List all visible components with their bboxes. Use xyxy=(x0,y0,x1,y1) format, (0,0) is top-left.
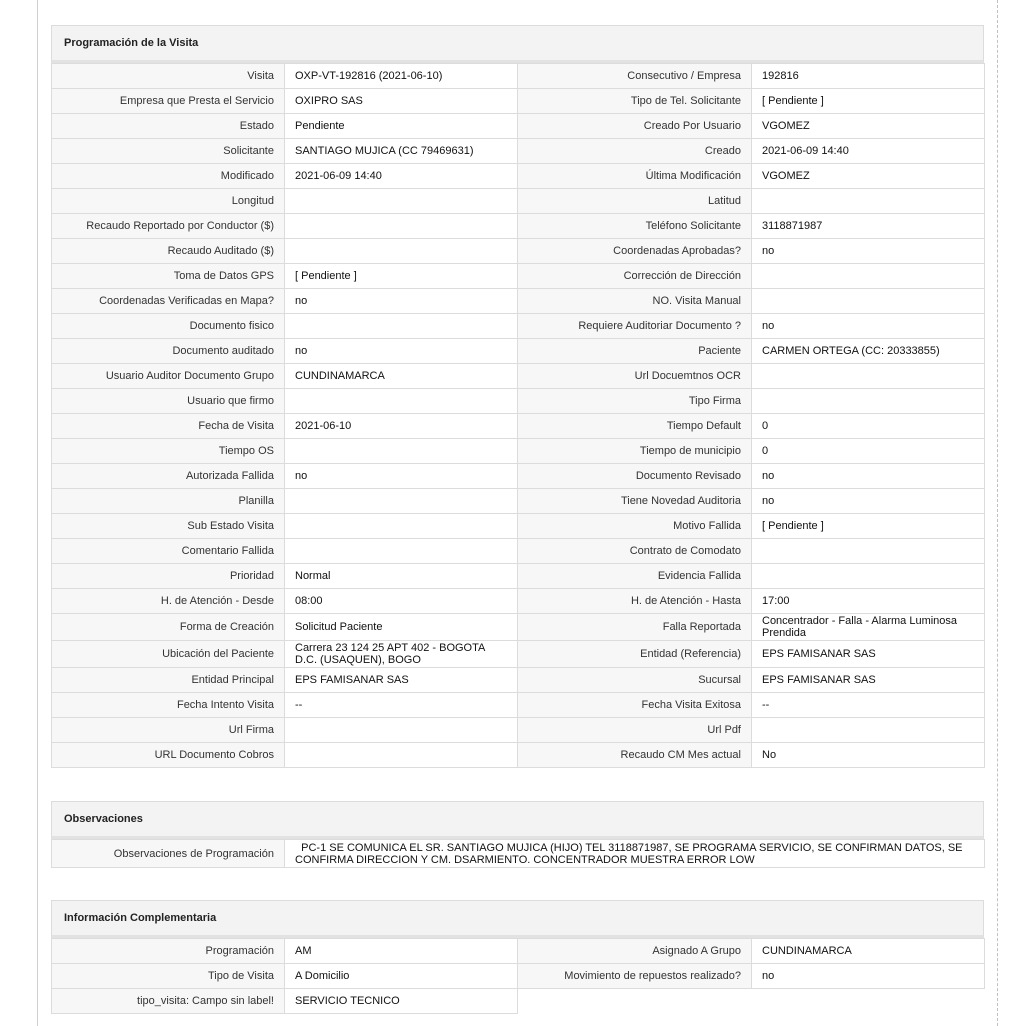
field-value: 2021-06-09 14:40 xyxy=(285,164,518,189)
field-label: Planilla xyxy=(52,489,285,514)
field-label: Tipo Firma xyxy=(518,389,752,414)
field-label: Teléfono Solicitante xyxy=(518,214,752,239)
field-label: Recaudo Reportado por Conductor ($) xyxy=(52,214,285,239)
observaciones-panel xyxy=(51,801,984,868)
table-row xyxy=(52,439,985,464)
table-row xyxy=(52,964,985,989)
table-row xyxy=(52,264,985,289)
complementaria-title: Información Complementaria xyxy=(51,900,984,938)
field-label: tipo_visita: Campo sin label! xyxy=(52,989,285,1014)
field-value: Normal xyxy=(285,564,518,589)
table-row xyxy=(52,589,985,614)
table-row xyxy=(52,114,985,139)
field-label: Falla Reportada xyxy=(518,614,752,641)
field-label: Motivo Fallida xyxy=(518,514,752,539)
field-label: Entidad Principal xyxy=(52,668,285,693)
field-label: Tipo de Visita xyxy=(52,964,285,989)
field-value: 0 xyxy=(752,414,985,439)
field-label: Tiene Novedad Auditoria xyxy=(518,489,752,514)
field-label: NO. Visita Manual xyxy=(518,289,752,314)
field-label: Documento auditado xyxy=(52,339,285,364)
field-value xyxy=(285,489,518,514)
field-label: Url Pdf xyxy=(518,718,752,743)
field-label: Consecutivo / Empresa xyxy=(518,64,752,89)
field-label: Url Firma xyxy=(52,718,285,743)
programacion-title: Programación de la Visita xyxy=(51,25,984,63)
field-label: Solicitante xyxy=(52,139,285,164)
field-label: Corrección de Dirección xyxy=(518,264,752,289)
field-value: -- xyxy=(752,693,985,718)
field-value: Pendiente xyxy=(285,114,518,139)
field-label: Tiempo de municipio xyxy=(518,439,752,464)
field-value xyxy=(752,289,985,314)
table-row xyxy=(52,239,985,264)
field-label: Longitud xyxy=(52,189,285,214)
field-label: Autorizada Fallida xyxy=(52,464,285,489)
field-label: Creado Por Usuario xyxy=(518,114,752,139)
field-value xyxy=(285,743,518,768)
field-label: Ubicación del Paciente xyxy=(52,641,285,668)
field-value: no xyxy=(285,464,518,489)
field-value xyxy=(285,314,518,339)
field-value: Solicitud Paciente xyxy=(285,614,518,641)
field-value xyxy=(752,389,985,414)
field-label: Documento fisico xyxy=(52,314,285,339)
field-value: 2021-06-10 xyxy=(285,414,518,439)
table-row xyxy=(52,743,985,768)
field-label: URL Documento Cobros xyxy=(52,743,285,768)
table-row xyxy=(52,339,985,364)
table-row xyxy=(52,414,985,439)
field-label: H. de Atención - Desde xyxy=(52,589,285,614)
field-value xyxy=(752,189,985,214)
field-value: 3118871987 xyxy=(752,214,985,239)
field-value xyxy=(752,539,985,564)
field-value xyxy=(752,264,985,289)
field-label: Creado xyxy=(518,139,752,164)
field-label: Url Docuemtnos OCR xyxy=(518,364,752,389)
field-label: Paciente xyxy=(518,339,752,364)
field-label: Fecha Visita Exitosa xyxy=(518,693,752,718)
table-row xyxy=(52,364,985,389)
field-value: 0 xyxy=(752,439,985,464)
field-value xyxy=(752,364,985,389)
complementaria-panel xyxy=(51,900,984,1014)
field-label: Prioridad xyxy=(52,564,285,589)
field-label: Usuario que firmo xyxy=(52,389,285,414)
field-value xyxy=(285,389,518,414)
table-row xyxy=(52,564,985,589)
field-value: OXP-VT-192816 (2021-06-10) xyxy=(285,64,518,89)
field-label: Requiere Auditoriar Documento ? xyxy=(518,314,752,339)
field-value: EPS FAMISANAR SAS xyxy=(752,641,985,668)
field-value: SERVICIO TECNICO xyxy=(285,989,518,1014)
field-label: Tiempo OS xyxy=(52,439,285,464)
table-row xyxy=(52,614,985,641)
table-row xyxy=(52,164,985,189)
field-value xyxy=(285,514,518,539)
field-label: Sucursal xyxy=(518,668,752,693)
table-row xyxy=(52,489,985,514)
table-row xyxy=(52,189,985,214)
field-value: [ Pendiente ] xyxy=(752,514,985,539)
field-value: OXIPRO SAS xyxy=(285,89,518,114)
empty-cell xyxy=(518,989,985,1014)
field-value: CUNDINAMARCA xyxy=(752,939,985,964)
page-left-border xyxy=(37,0,38,1026)
field-value: no xyxy=(752,464,985,489)
field-value: no xyxy=(752,964,985,989)
table-row xyxy=(52,840,985,868)
field-value: CARMEN ORTEGA (CC: 20333855) xyxy=(752,339,985,364)
field-value: [ Pendiente ] xyxy=(285,264,518,289)
field-value: VGOMEZ xyxy=(752,114,985,139)
table-row xyxy=(52,668,985,693)
field-value: no xyxy=(752,489,985,514)
field-value: A Domicilio xyxy=(285,964,518,989)
field-label: Forma de Creación xyxy=(52,614,285,641)
table-row xyxy=(52,539,985,564)
field-label: Estado xyxy=(52,114,285,139)
field-value: no xyxy=(285,339,518,364)
field-value xyxy=(285,189,518,214)
field-label: Coordenadas Aprobadas? xyxy=(518,239,752,264)
field-value: -- xyxy=(285,693,518,718)
field-value: 08:00 xyxy=(285,589,518,614)
field-label: Programación xyxy=(52,939,285,964)
field-label: Tiempo Default xyxy=(518,414,752,439)
field-label: Tipo de Tel. Solicitante xyxy=(518,89,752,114)
page-right-dashed-border xyxy=(997,0,998,1026)
field-label: Recaudo CM Mes actual xyxy=(518,743,752,768)
field-value xyxy=(285,214,518,239)
table-row xyxy=(52,389,985,414)
field-value xyxy=(285,539,518,564)
table-row xyxy=(52,464,985,489)
field-label: Comentario Fallida xyxy=(52,539,285,564)
table-row xyxy=(52,139,985,164)
field-label: Evidencia Fallida xyxy=(518,564,752,589)
table-row xyxy=(52,641,985,668)
observaciones-table xyxy=(51,839,985,868)
field-label: Contrato de Comodato xyxy=(518,539,752,564)
observaciones-value: PC-1 SE COMUNICA EL SR. SANTIAGO MUJICA (HIJO) TEL 3118871987, SE PROGRAMA SERVICIO, SE CONFIRMAN DATOS, SE CONFIRMA DIRECCION Y CM. DSARMIENTO. CONCENTRADOR MUESTRA ERROR LOW xyxy=(285,840,985,868)
field-value: no xyxy=(752,239,985,264)
field-value: AM xyxy=(285,939,518,964)
field-value xyxy=(752,564,985,589)
complementaria-table xyxy=(51,938,985,1014)
field-value: no xyxy=(752,314,985,339)
field-value: 2021-06-09 14:40 xyxy=(752,139,985,164)
table-row xyxy=(52,289,985,314)
field-value: EPS FAMISANAR SAS xyxy=(285,668,518,693)
field-label: H. de Atención - Hasta xyxy=(518,589,752,614)
field-value: Concentrador - Falla - Alarma Luminosa Prendida xyxy=(752,614,985,641)
field-label: Documento Revisado xyxy=(518,464,752,489)
field-value: No xyxy=(752,743,985,768)
field-value: [ Pendiente ] xyxy=(752,89,985,114)
table-row xyxy=(52,693,985,718)
field-value: SANTIAGO MUJICA (CC 79469631) xyxy=(285,139,518,164)
table-row xyxy=(52,514,985,539)
observaciones-title: Observaciones xyxy=(51,801,984,839)
table-row xyxy=(52,89,985,114)
field-label: Última Modificación xyxy=(518,164,752,189)
field-label: Empresa que Presta el Servicio xyxy=(52,89,285,114)
field-label: Entidad (Referencia) xyxy=(518,641,752,668)
observaciones-label: Observaciones de Programación xyxy=(52,840,285,868)
field-label: Recaudo Auditado ($) xyxy=(52,239,285,264)
field-label: Modificado xyxy=(52,164,285,189)
table-row xyxy=(52,64,985,89)
field-label: Toma de Datos GPS xyxy=(52,264,285,289)
field-label: Fecha de Visita xyxy=(52,414,285,439)
field-value xyxy=(285,718,518,743)
field-label: Usuario Auditor Documento Grupo xyxy=(52,364,285,389)
field-label: Sub Estado Visita xyxy=(52,514,285,539)
field-label: Movimiento de repuestos realizado? xyxy=(518,964,752,989)
programacion-panel xyxy=(51,25,984,768)
field-label: Fecha Intento Visita xyxy=(52,693,285,718)
field-value: no xyxy=(285,289,518,314)
field-value: EPS FAMISANAR SAS xyxy=(752,668,985,693)
field-value xyxy=(285,439,518,464)
field-value xyxy=(752,718,985,743)
field-value: 192816 xyxy=(752,64,985,89)
table-row xyxy=(52,314,985,339)
field-label: Coordenadas Verificadas en Mapa? xyxy=(52,289,285,314)
field-value: VGOMEZ xyxy=(752,164,985,189)
field-value xyxy=(285,239,518,264)
field-label: Asignado A Grupo xyxy=(518,939,752,964)
field-label: Visita xyxy=(52,64,285,89)
programacion-table xyxy=(51,63,985,768)
table-row xyxy=(52,939,985,964)
field-label: Latitud xyxy=(518,189,752,214)
field-value: 17:00 xyxy=(752,589,985,614)
field-value: Carrera 23 124 25 APT 402 - BOGOTA D.C. (USAQUEN), BOGO xyxy=(285,641,518,668)
field-value: CUNDINAMARCA xyxy=(285,364,518,389)
table-row xyxy=(52,989,985,1014)
table-row xyxy=(52,718,985,743)
table-row xyxy=(52,214,985,239)
